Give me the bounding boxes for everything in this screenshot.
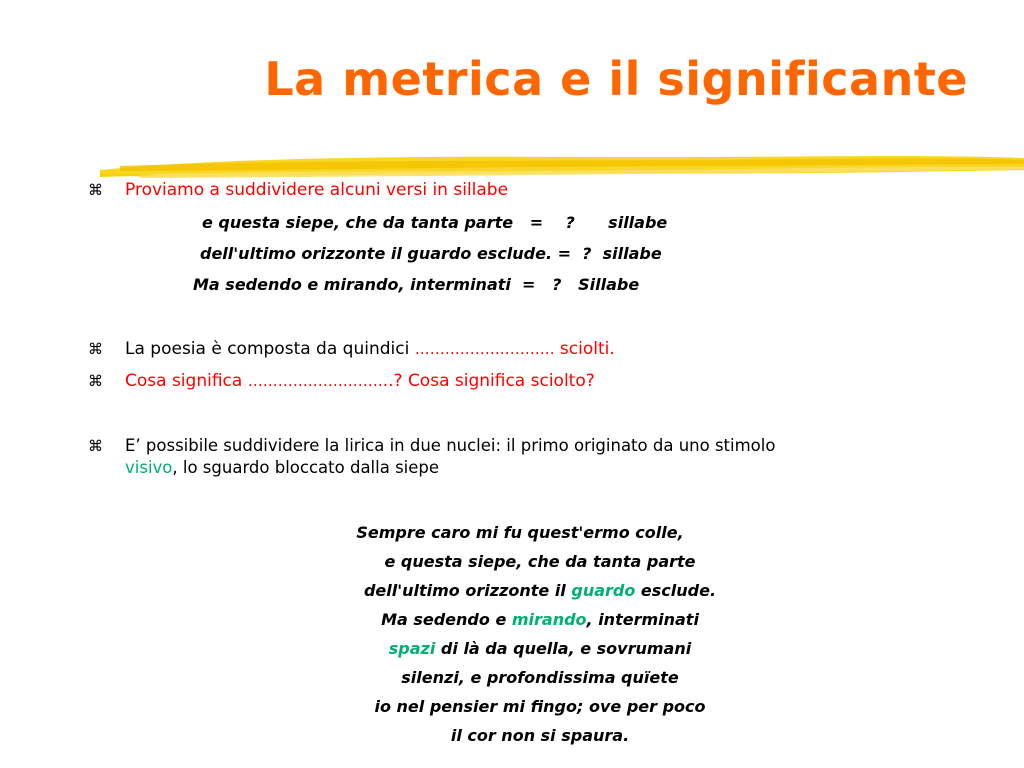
highlight-word: guardo bbox=[571, 581, 636, 600]
blank-dots: ………………………. bbox=[414, 340, 555, 358]
command-key-icon: ⌘ bbox=[88, 340, 103, 358]
point-text: ..? Cosa significa sciolto? bbox=[382, 371, 595, 391]
poem-line bbox=[330, 634, 750, 663]
highlight-word: spazi bbox=[388, 639, 436, 658]
point-nuclei bbox=[125, 435, 775, 479]
point-syllables: Proviamo a suddividere alcuni versi in sillabe bbox=[125, 180, 509, 200]
blank-dots: ……………………… bbox=[247, 372, 383, 390]
command-key-icon: ⌘ bbox=[88, 437, 103, 455]
point-text: La poesia è composta da quindici bbox=[125, 339, 415, 359]
verse-line: Ma sedendo e mirando, interminati = ? Sillabe bbox=[193, 275, 640, 294]
highlight-word: mirando bbox=[511, 610, 587, 629]
poem-line: il cor non si spaura. bbox=[450, 726, 630, 745]
poem-text: esclude. bbox=[635, 581, 717, 600]
poem-line bbox=[330, 576, 750, 605]
poem-text: Ma sedendo e bbox=[381, 610, 512, 629]
point-line bbox=[125, 457, 775, 479]
poem-line bbox=[330, 605, 750, 634]
poem-text: di là da quella, e sovrumani bbox=[435, 639, 692, 658]
point-text: Cosa significa bbox=[125, 371, 248, 391]
poem-line: e questa siepe, che da tanta parte bbox=[384, 552, 696, 571]
highlight-word: visivo bbox=[125, 458, 173, 477]
poem-text: dell'ultimo orizzonte il bbox=[363, 581, 572, 600]
poem-text: , interminati bbox=[586, 610, 699, 629]
poem-line: io nel pensier mi fingo; ove per poco bbox=[374, 697, 706, 716]
point-text: , lo sguardo bloccato dalla siepe bbox=[172, 458, 440, 477]
poem-line: silenzi, e profondissima quïete bbox=[401, 668, 679, 687]
command-key-icon: ⌘ bbox=[88, 181, 103, 199]
point-question bbox=[125, 370, 595, 392]
point-line: E’ possibile suddividere la lirica in due nuclei: il primo originato da uno stimolo bbox=[125, 436, 776, 455]
slide-title: La metrica e il significante bbox=[264, 52, 968, 106]
verse-line: e questa siepe, che da tanta parte = ? sillabe bbox=[202, 213, 668, 232]
poem-line: Sempre caro mi fu quest'ermo colle, bbox=[356, 523, 684, 542]
verse-line: dell'ultimo orizzonte il guardo esclude. = ? sillabe bbox=[200, 244, 662, 263]
command-key-icon: ⌘ bbox=[88, 372, 103, 390]
poem-infinito bbox=[330, 518, 750, 750]
point-poem-composition bbox=[125, 338, 615, 360]
point-tail: sciolti. bbox=[554, 339, 615, 359]
